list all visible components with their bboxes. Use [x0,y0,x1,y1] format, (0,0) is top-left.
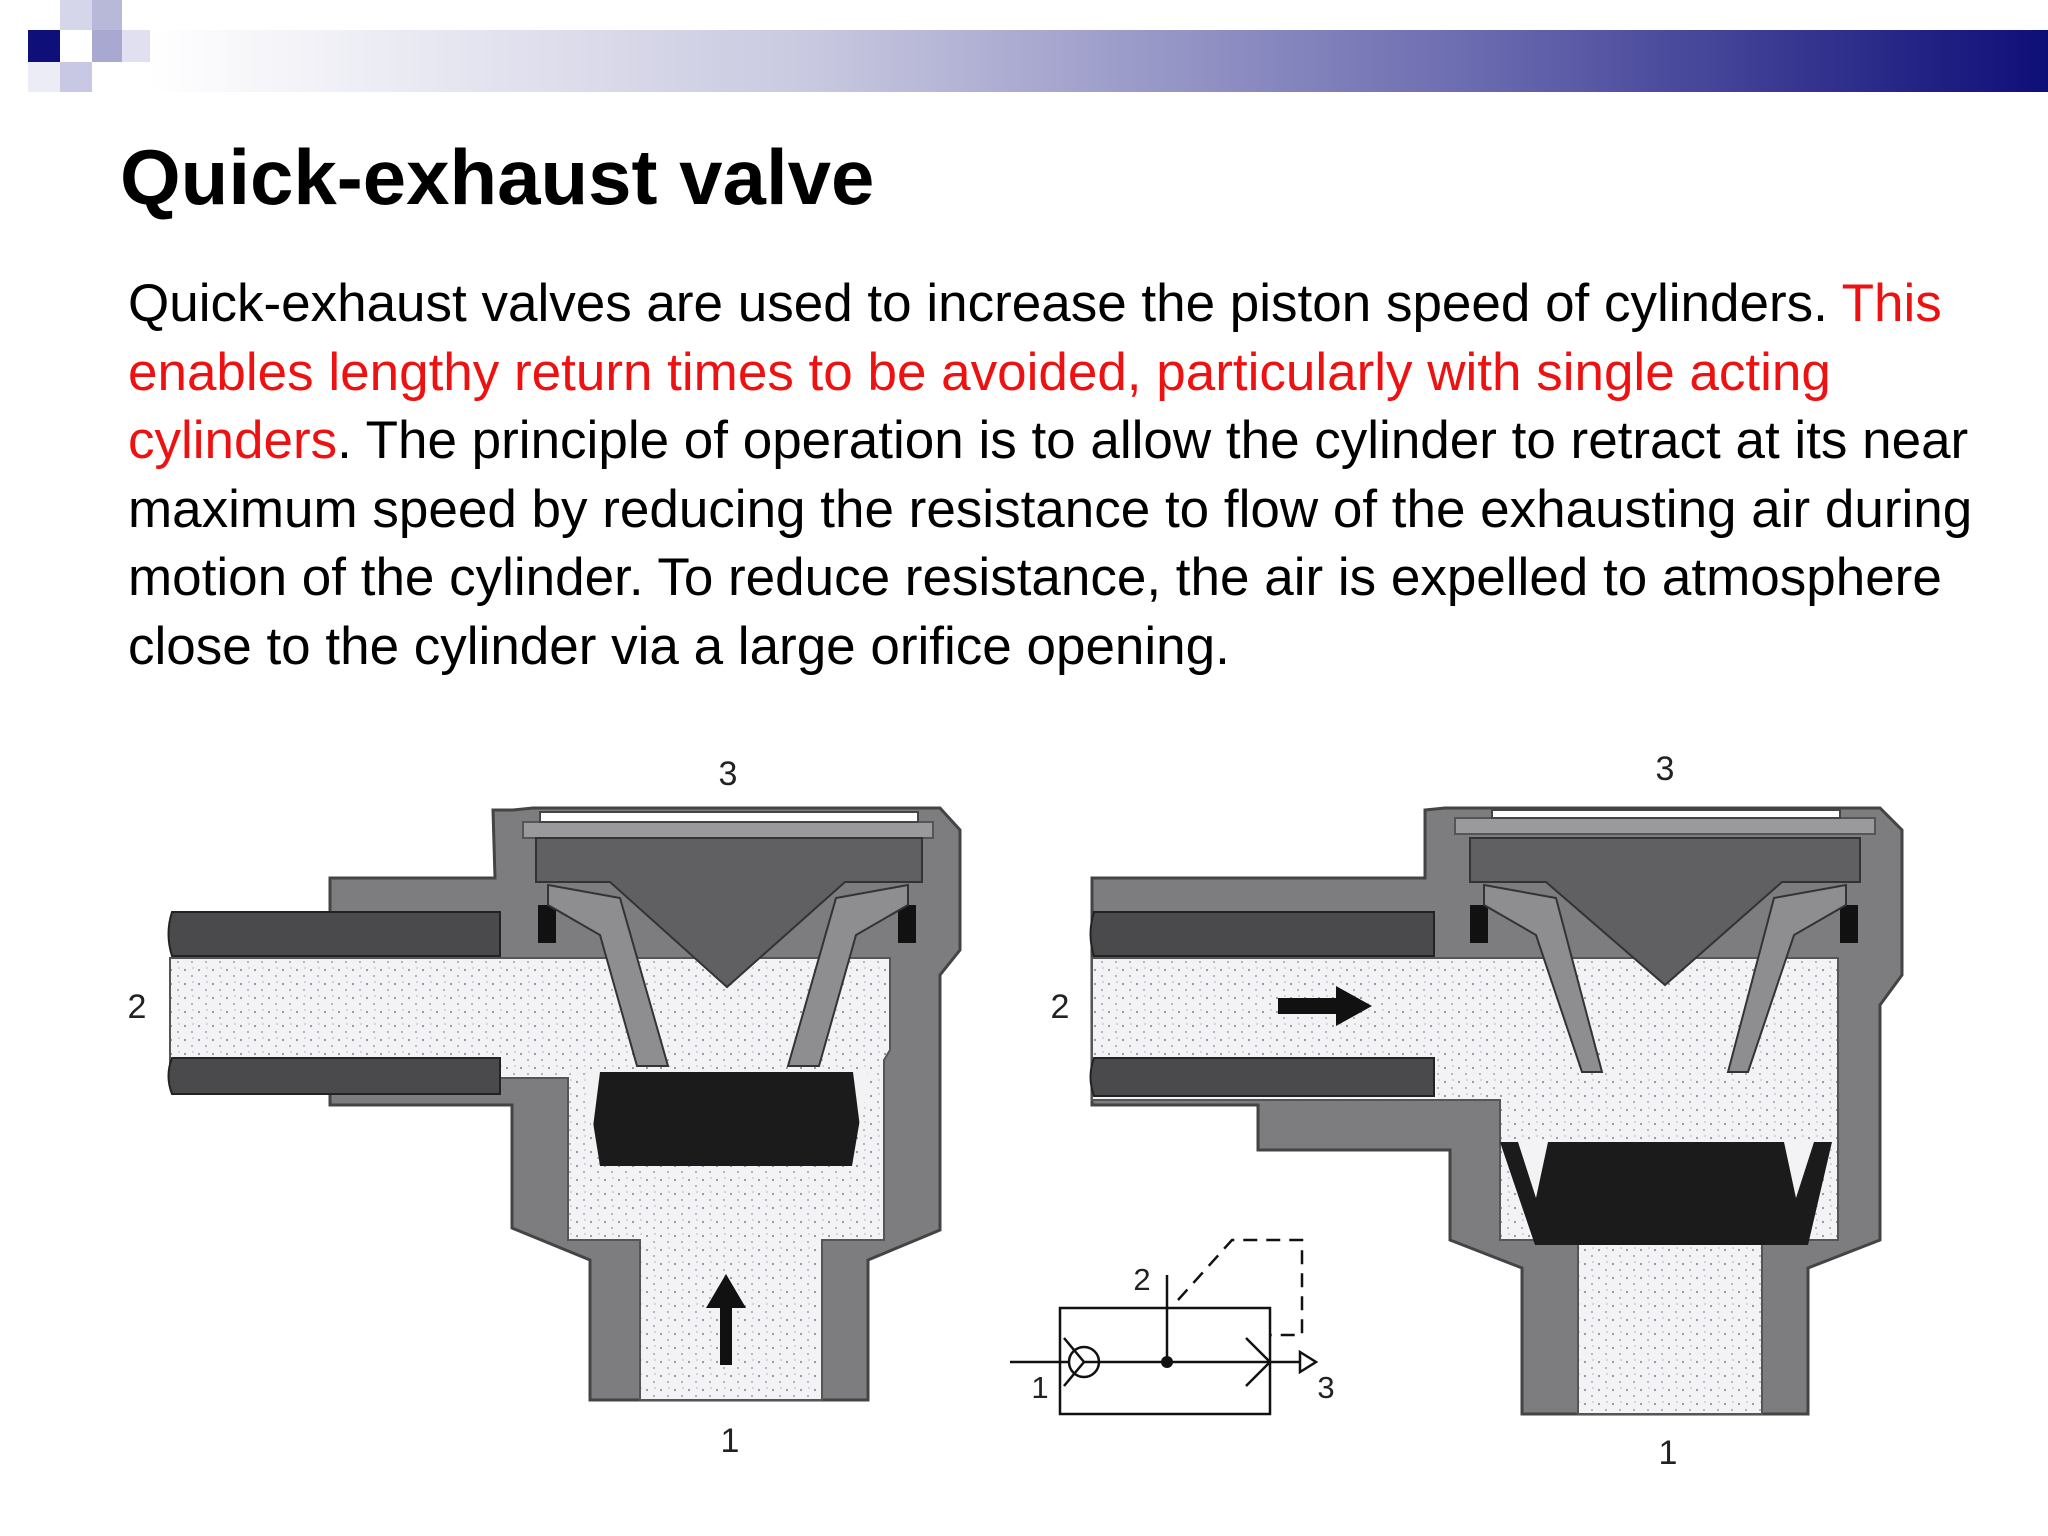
header-squares-logo [28,0,150,92]
header-gradient [150,30,2048,92]
valve-right-port-1-label: 1 [1658,1434,1678,1472]
valve-diagrams [0,740,2048,1536]
body-text-part-1: Quick-exhaust valves are used to increase the piston speed of cylinders. [128,274,1842,333]
symbol-port-2-label: 2 [1133,1262,1151,1297]
valve-left-port-2-label: 2 [127,988,147,1026]
body-text-highlight: This enables lengthy return times to be avoided, particularly with single acting cylinders [128,274,1942,470]
valve-left-port-1-label: 1 [720,1422,740,1460]
quick-exhaust-symbol [1010,1240,1316,1414]
slide-title: Quick-exhaust valve [120,133,875,221]
symbol-port-3-label: 3 [1317,1370,1335,1405]
symbol-port-1-label: 1 [1031,1370,1049,1405]
valve-right-port-2-label: 2 [1050,988,1070,1026]
valve-right-disc [1500,1142,1832,1245]
slide-body-text [128,270,1988,681]
valve-right-diagram [1091,808,1903,1414]
valve-right-port-3-label: 3 [1655,750,1675,788]
valve-left-disc [585,1072,868,1166]
valve-left-port-3-label: 3 [718,755,738,793]
body-text-part-3: . The principle of operation is to allow the cylinder to retract at its near maximum speed by reducing the resistance to flow of the exhausting air during motion of the cylinder. To reduce resistance, the air is expelled to atmosphere close to the cylinder via a large orifice opening. [128,411,1973,676]
header-band [0,0,2048,96]
valve-left-diagram [169,808,961,1400]
